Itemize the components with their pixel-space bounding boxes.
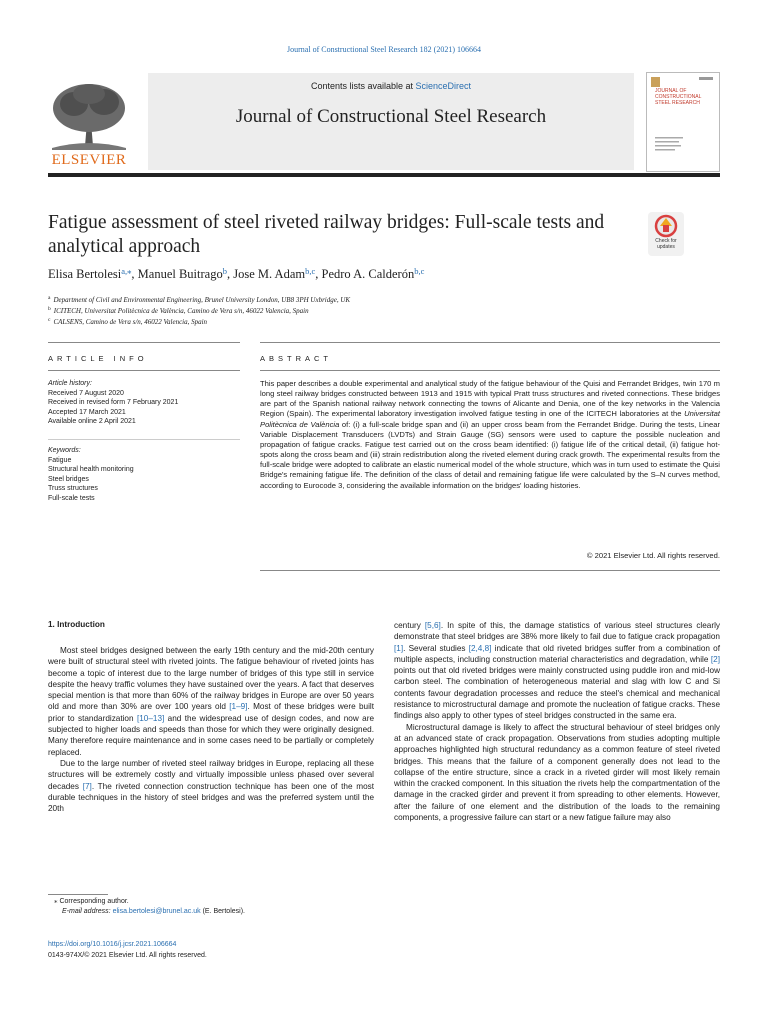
history-online: Available online 2 April 2021 <box>48 418 136 425</box>
paragraph <box>48 645 374 758</box>
abstract-part: of: (i) a full-scale bridge span and (ii) an upper cross beam from the Ferrandet Bridge. During the tests, Linear Variable Displacement Transducers (LVDTs) and Strain Gauge (SG) sensors were used to capture the possible nucleation and propagation of fatigue cracks. Fatigue test carried out on the cross beam identified: (i) fatigue life of the critical detail, (ii) fatigue hot-spots along the cross beam and (iii) strain redistribution along the riveted element during crack growth. The experimental results from the full-scale bridge were adopted to calibrate an elastic numerical model of the whole structure, which was in turn used to estimate the Quisi Bridge's remaining fatigue life. The definition of the class of detail and remaining fatigue life were calculated by the S–N curves method, according to Eurocode 3, considering the available information on the bridges' loading histories. <box>260 419 720 490</box>
issn-line: 0143-974X/© 2021 Elsevier Ltd. All rights reserved. <box>48 952 207 959</box>
footnote <box>54 897 245 917</box>
footnote-mark: ⁎ <box>54 898 58 905</box>
article-info-rule <box>48 342 240 343</box>
article-history <box>48 379 240 427</box>
section-heading: 1. Introduction <box>48 620 105 629</box>
contents-prefix: Contents lists available at <box>310 81 416 91</box>
paragraph: Microstructural damage is likely to affect the structural behaviour of steel bridges only at an advanced state of crack propagation. Observations from studies adopting multiple approaches highlighted high structural redundancy as a common feature of steel riveted bridges. This means that the failure of a component generally does not lead to the collapse of the entire structure, since a crack in a riveted girder will most likely remain within the cracked component. In this situation the rivets help the compartmentation of the damage in the cracked girder and prevent it from spreading to other elements. However, after the failure of one element and the distribution of the loads to the remaining components, a progressive failure can start or a new fatigue failure may also <box>394 722 720 823</box>
article-info-heading: ARTICLE INFO <box>48 354 148 363</box>
text-run: indicate that old riveted bridges suffer from a combination of multiple aspects, including construction material characteristics and degradation, while <box>394 643 720 664</box>
history-received: Received 7 August 2020 <box>48 389 124 397</box>
abstract-text <box>260 379 720 491</box>
info-divider <box>48 439 240 440</box>
text-run: and the widespread use of design codes, and now are subjected to higher loads and speeds than those for which they were originally designed. Many therefore require maintenance and in some cases need to be partially or completely replaced. <box>48 713 374 757</box>
check-for-updates-label: Check for updates <box>655 238 677 250</box>
abstract-copyright: © 2021 Elsevier Ltd. All rights reserved. <box>586 551 720 560</box>
right-column <box>394 620 720 823</box>
affiliation-mark: b <box>48 306 51 312</box>
elsevier-wordmark: ELSEVIER <box>51 152 127 168</box>
text-run: Most steel bridges designed between the early 19th century and the mid-20th century were built of structural steel with riveted joints. The fatigue behaviour of riveted joints has become a topic of interest due to the large number of bridges of this type still in service despite the heavy traffic volumes they have sustained over the years. A fact that deserves special mention is that more than 60% of the railway bridges in Europe are over 50 years old and more than 30% are over 100 years old <box>48 646 374 712</box>
email-link[interactable]: elisa.bertolesi@brunel.ac.uk <box>112 908 201 915</box>
article-title: Fatigue assessment of steel riveted railway bridges: Full-scale tests and analytical approach <box>48 212 605 257</box>
keyword: Full-scale tests <box>48 494 95 502</box>
email-note <box>54 907 245 917</box>
author-list <box>48 266 424 282</box>
contents-line <box>148 81 634 91</box>
email-suffix: (E. Bertolesi). <box>200 908 245 915</box>
svg-text:STEEL RESEARCH: STEEL RESEARCH <box>655 100 700 106</box>
history-accepted: Accepted 17 March 2021 <box>48 408 126 416</box>
footnote-rule <box>48 894 108 895</box>
keywords <box>48 446 240 503</box>
keyword: Fatigue <box>48 456 72 464</box>
corresponding-author-note <box>54 897 245 907</box>
paragraph <box>394 620 720 722</box>
affiliation-c <box>48 315 568 327</box>
citation-link[interactable]: [10–13] <box>136 713 165 723</box>
citation-link[interactable]: [1] <box>394 643 404 653</box>
text-run: . Most of these bridges were built prior to standardization <box>48 702 374 723</box>
author-4[interactable]: Pedro A. Calderón <box>321 267 415 281</box>
text-run: . Several studies <box>403 643 469 653</box>
citation-link[interactable]: [2,4,8] <box>468 643 492 653</box>
history-revised: Received in revised form 7 February 2021 <box>48 399 179 406</box>
header-rule <box>48 173 720 177</box>
journal-reference[interactable]: Journal of Constructional Steel Research 182 (2021) 106664 <box>287 45 481 54</box>
author-1-affiliation-mark[interactable]: a,⁎ <box>121 266 132 276</box>
text-run: Due to the large number of riveted steel railway bridges in Europe, replacing all these structures will be extremely costly and virtually impossible unless phased over several decades <box>48 758 374 791</box>
author-separator: , <box>226 267 234 281</box>
affiliation-text: ICITECH, Universitat Politècnica de València, Camino de Vera s/n, 46022 Valencia, Spain <box>53 307 309 315</box>
check-for-updates-badge[interactable] <box>646 212 686 256</box>
keyword: Truss structures <box>48 485 98 492</box>
journal-title[interactable]: Journal of Constructional Steel Research <box>235 106 547 127</box>
journal-cover-image <box>647 73 719 171</box>
citation-link[interactable]: [5,6] <box>424 621 441 630</box>
elsevier-logo <box>46 76 132 168</box>
author-1[interactable]: Elisa Bertolesi <box>48 267 122 281</box>
text-run: century <box>394 621 425 630</box>
journal-cover-thumbnail[interactable] <box>646 72 720 172</box>
text-run: . The riveted connection construction technique has been one of the most durable techniques in the history of steel bridges and was the preferred system until the 20th <box>48 781 374 814</box>
article-history-label: Article history: <box>48 380 92 387</box>
email-label: E-mail address: <box>62 908 113 915</box>
author-3[interactable]: Jose M. Adam <box>233 267 306 281</box>
journal-banner <box>148 73 634 170</box>
author-3-affiliation-mark[interactable]: b,c <box>305 266 316 276</box>
affiliation-mark: c <box>48 317 51 323</box>
abstract-heading: ABSTRACT <box>260 354 333 363</box>
svg-text:CONSTRUCTIONAL: CONSTRUCTIONAL <box>655 94 702 100</box>
text-run: points out that old riveted bridges were mainly constructed using puddle iron and mid-low carbon steel. The combination of heterogeneous material and slag with low C and Si contents favour degradation processes and reduce the steel's chemical and mechanical resistance to microstructural damage and promote the nucleation of fatigue cracks. These findings also apply to other types of steel bridges constructed in the same era. <box>394 666 720 721</box>
affiliation-text: Department of Civil and Environmental Engineering, Brunel University London, UB8 3PH Uxbridge, UK <box>53 296 351 304</box>
svg-text:JOURNAL OF: JOURNAL OF <box>655 88 687 94</box>
text-run: . In spite of this, the damage statistics of various steel structures clearly demonstrate that steel bridges are 38% more likely to fail due to fatigue crack propagation <box>394 621 720 642</box>
affiliation-mark: a <box>48 295 51 301</box>
doi-link[interactable]: https://doi.org/10.1016/j.jcsr.2021.106664 <box>48 941 177 948</box>
abstract-rule <box>260 342 720 343</box>
abstract-bottom-rule <box>260 570 720 571</box>
keyword: Structural health monitoring <box>48 466 134 473</box>
author-4-affiliation-mark[interactable]: b,c <box>414 266 425 276</box>
paragraph <box>48 758 374 814</box>
author-2[interactable]: Manuel Buitrago <box>137 267 223 281</box>
author-2-affiliation-mark[interactable]: b <box>222 266 227 276</box>
abstract-subrule <box>260 370 720 371</box>
left-column <box>48 645 374 814</box>
article-info-subrule <box>48 370 240 371</box>
abstract-italic: Universitat Politècnica de València <box>260 409 720 429</box>
author-separator: , <box>315 267 322 281</box>
citation-link[interactable]: [1–9] <box>229 702 248 712</box>
abstract-part: This paper describes a double experimental and analytical study of the fatigue behaviour of the Quisi and Ferrandet Bridges, twin 170 m long steel railway bridges constructed between 1913 and 1915 with typical Pratt truss structures and riveted connections. These bridges are part of the Spanish national railway network connecting the towns of Alicante and Denia, one of the key networks in the Valencia Region (Spain). The experimental laboratory investigation involved fatigue testing in one of the ICITECH laboratories at the <box>260 379 720 419</box>
citation-link[interactable]: [7] <box>82 781 92 791</box>
affiliation-text: CALSENS, Camino de Vera s/n, 46022 Valencia, Spain <box>53 318 208 326</box>
author-separator: , <box>131 267 138 281</box>
citation-link[interactable]: [2] <box>710 654 720 664</box>
elsevier-tree-icon <box>46 76 132 168</box>
keyword: Steel bridges <box>48 475 89 483</box>
keywords-label: Keywords: <box>48 447 81 454</box>
footnote-text: Corresponding author. <box>59 898 129 905</box>
sciencedirect-link[interactable]: ScienceDirect <box>415 81 472 91</box>
